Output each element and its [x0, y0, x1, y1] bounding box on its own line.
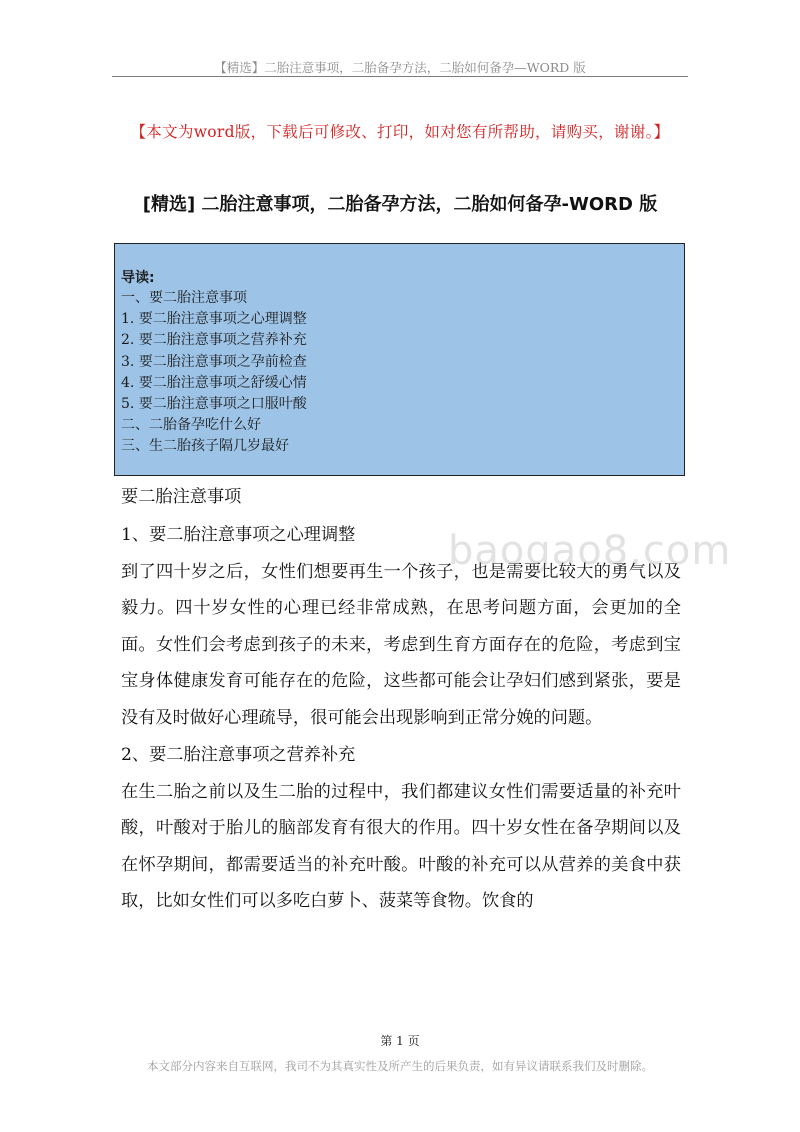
running-header: 【精选】二胎注意事项，二胎备孕方法，二胎如何备孕—WORD 版 — [214, 60, 586, 75]
purchase-notice: 【本文为word版，下载后可修改、打印，如对您有所帮助，请购买，谢谢。】 — [130, 123, 670, 141]
guide-item: 1. 要二胎注意事项之心理调整 — [121, 311, 307, 328]
footer-disclaimer: 本文部分内容来自互联网，我司不为其真实性及所产生的后果负责，如有异议请联系我们及时删除。 — [147, 1059, 653, 1073]
guide-item: 3. 要二胎注意事项之孕前检查 — [121, 353, 307, 370]
guide-box — [114, 243, 685, 476]
header-divider — [112, 76, 688, 77]
guide-item: 2. 要二胎注意事项之营养补充 — [121, 332, 307, 349]
subsection-heading: 1、要二胎注意事项之心理调整 — [121, 525, 356, 545]
document-title: [精选] 二胎注意事项，二胎备孕方法，二胎如何备孕-WORD 版 — [142, 194, 658, 215]
guide-item: 三、生二胎孩子隔几岁最好 — [121, 438, 289, 455]
guide-title: 导读: — [121, 270, 155, 286]
page-number: 第 1 页 — [380, 1034, 420, 1048]
section-heading: 要二胎注意事项 — [121, 487, 242, 507]
guide-item: 5. 要二胎注意事项之口服叶酸 — [121, 396, 307, 413]
guide-item: 4. 要二胎注意事项之舒缓心情 — [121, 374, 307, 391]
body-paragraph: 到了四十岁之后，女性们想要再生一个孩子，也是需要比较大的勇气以及毅力。四十岁女性的心理已经非常成熟，在思考问题方面，会更加的全面。女性们会考虑到孩子的未来，考虑到生育方面存在的危险，考虑到宝宝身体健康发育可能存在的危险，这些都可能会让孕妇们感到紧张，要是没有及时做好心理疏导，很可能会出现影响到正常分娩的问题。 — [121, 562, 681, 728]
body-paragraph: 在生二胎之前以及生二胎的过程中，我们都建议女性们需要适量的补充叶酸，叶酸对于胎儿的脑部发育有很大的作用。四十岁女性在备孕期间以及在怀孕期间，都需要适当的补充叶酸。叶酸的补充可以从营养的美食中获取，比如女性们可以多吃白萝卜、菠菜等食物。饮食的 — [121, 782, 681, 912]
guide-item: 一、要二胎注意事项 — [121, 290, 247, 306]
guide-item: 二、二胎备孕吃什么好 — [121, 417, 261, 434]
watermark: baogao8.com — [448, 528, 732, 574]
subsection-heading: 2、要二胎注意事项之营养补充 — [121, 745, 356, 766]
